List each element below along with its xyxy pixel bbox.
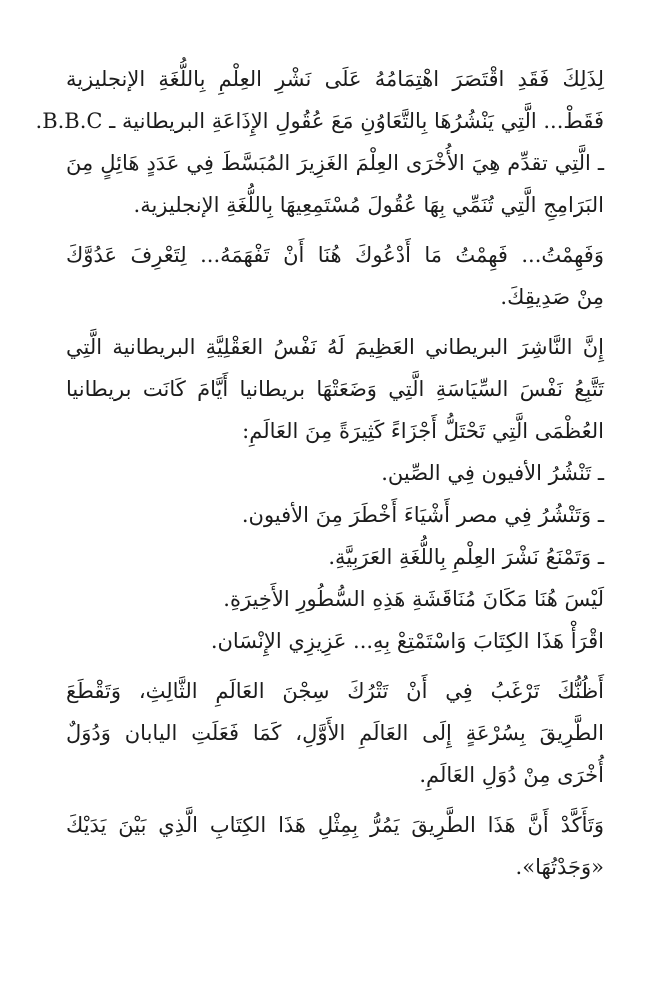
text-line: ـ الَّتِي تقدِّم هِيَ الأُخْرَى العِلْمَ الغَزِيرَ المُبَسَّطَ فِي عَدَدٍ هَائِلٍ مِنَ bbox=[66, 151, 604, 175]
list-item: ـ وَتَنْشُرُ فِي مصر أَشْيَاءَ أَخْطَرَ مِنَ الأفيون. bbox=[241, 503, 604, 527]
text-line: أَظُنُّكَ تَرْغَبُ فِي أَنْ تَتْرُكَ سِجْنَ العَالَمِ الثَّالِثِ، وَتَقْطَعَ bbox=[66, 679, 604, 703]
text-line: البَرَامِجِ الَّتِي تُنَمِّي بِهَا عُقُولَ مُسْتَمِعِيهَا بِاللُّغَةِ الإنجليزية. bbox=[133, 193, 604, 217]
text-line: إِنَّ النَّاشِرَ البريطاني العَظِيمَ لَهُ نَفْسُ العَقْلِيَّةِ البريطانية الَّتِي bbox=[66, 335, 604, 359]
list-item: ـ وَتَمْنَعُ نَشْرَ العِلْمِ بِاللُّغَةِ العَرَبِيَّةِ. bbox=[328, 545, 604, 569]
text-line: فَقَطْ... الَّتِي يَنْشُرُهَا بِالتَّعَاوُنِ مَعَ عُقُولِ الإِذَاعَةِ البريطانية ـ B.B.C. bbox=[35, 109, 604, 133]
text-line: أُخْرَى مِنْ دُوَلِ العَالَمِ. bbox=[419, 763, 604, 787]
document-page bbox=[35, 58, 604, 888]
text-line: وَفَهِمْتُ... فَهِمْتُ مَا أَدْعُوكَ هُنَا أَنْ تَفْهَمَهُ... لِتَعْرِفَ عَدُوَّكَ bbox=[66, 243, 604, 267]
text-line: تَتَّبِعُ نَفْسَ السِّيَاسَةِ الَّتِي وَضَعَتْهَا بريطانيا أَيَّامَ كَانَت بريطانيا bbox=[66, 377, 604, 401]
text-line: لَيْسَ هُنَا مَكَانَ مُنَاقَشَةِ هَذِهِ السُّطُورِ الأَخِيرَةِ. bbox=[223, 587, 604, 611]
text-line: اقْرَأْ هَذَا الكِتَابَ وَاسْتَمْتِعْ بِهِ... عَزِيزِي الإِنْسَان. bbox=[210, 629, 604, 653]
text-line: وَتَأَكَّدْ أَنَّ هَذَا الطَّرِيقَ يَمُرُّ بِمِثْلِ هَذَا الكِتَابِ الَّذِي بَيْنَ يَدَيْكَ bbox=[66, 813, 604, 837]
text-line: الطَّرِيقَ بِسُرْعَةٍ إِلَى العَالَمِ الأَوَّلِ، كَمَا فَعَلَتِ اليابان وَدُوَلٌ bbox=[66, 721, 604, 745]
text-line: لِذَلِكَ فَقَدِ اقْتَصَرَ اهْتِمَامُهُ عَلَى نَشْرِ العِلْمِ بِاللُّغَةِ الإنجليزية bbox=[66, 67, 604, 91]
text-line: «وَجَدْتُهَا». bbox=[515, 855, 604, 879]
text-line: مِنْ صَدِيقِكَ. bbox=[500, 285, 604, 309]
list-item: ـ تَنْشُرُ الأفيون فِي الصِّين. bbox=[381, 461, 604, 485]
text-line: العُظْمَى الَّتِي تَحْتَلُّ أَجْزَاءً كَثِيرَةً مِنَ العَالَمِ: bbox=[242, 419, 604, 443]
